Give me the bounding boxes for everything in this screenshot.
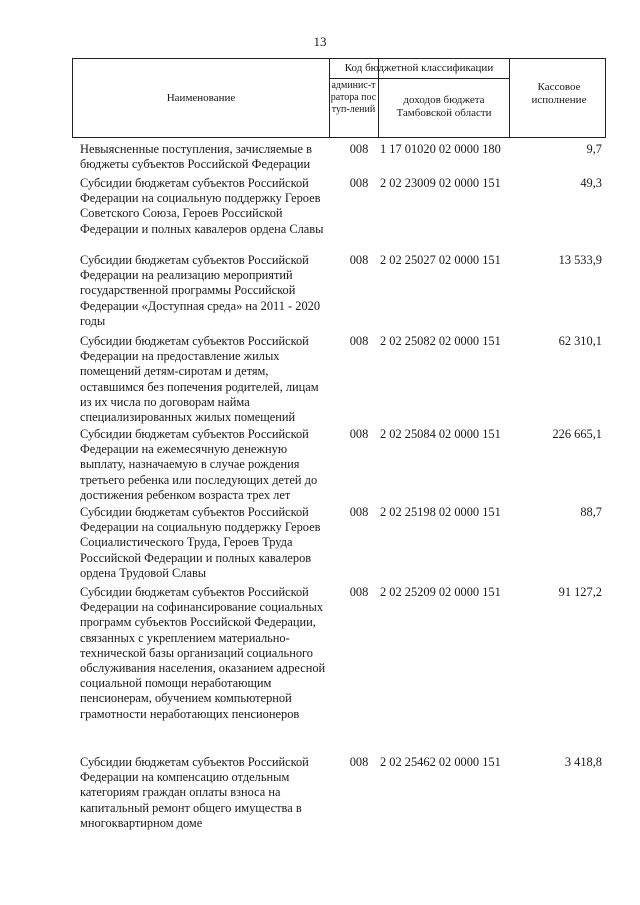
row-admin-code: 008 xyxy=(349,427,369,441)
row-admin-code: 008 xyxy=(349,176,369,190)
row-amount: 91 127,2 xyxy=(558,585,602,599)
row-amount: 13 533,9 xyxy=(558,253,602,267)
header-admin: админис-тратора поступ-лений xyxy=(330,80,377,115)
row-income-code: 2 02 25084 02 0000 151 xyxy=(380,427,501,441)
header-code-group: Код бюджетной классификации xyxy=(344,62,494,74)
row-amount: 226 665,1 xyxy=(552,427,602,441)
row-amount: 88,7 xyxy=(580,505,602,519)
row-income-code: 2 02 25462 02 0000 151 xyxy=(380,755,501,769)
row-amount: 49,3 xyxy=(580,176,602,190)
header-income: доходов бюджета Тамбовской области xyxy=(396,94,492,119)
row-name: Субсидии бюджетам субъектов Российской Федерации на софинансирование социальных программ субъектов Российской Федерации, связанных с укреплением материально-технической базы организаций социального обслуживания населения, оказанием адресной социальной помощи неработающим пенсионерам, обучением компьютерной грамотности неработающих пенсионеров xyxy=(80,585,326,721)
row-name: Субсидии бюджетам субъектов Российской Федерации на реализацию мероприятий государственной программы Российской Федерации «Доступная среда» на 2011 - 2020 годы xyxy=(80,253,321,328)
row-name: Субсидии бюджетам субъектов Российской Федерации на предоставление жилых помещений детям-сиротам и детям, оставшимся без попечения родителей, лицам из их числа по договорам найма специализированных жилых помещений xyxy=(80,334,319,425)
row-admin-code: 008 xyxy=(349,142,369,156)
row-admin-code: 008 xyxy=(349,334,369,348)
row-admin-code: 008 xyxy=(349,585,369,599)
row-income-code: 2 02 23009 02 0000 151 xyxy=(380,176,501,190)
row-amount: 3 418,8 xyxy=(564,755,602,769)
row-admin-code: 008 xyxy=(349,505,369,519)
header-name: Наименование xyxy=(166,92,236,104)
row-admin-code: 008 xyxy=(349,253,369,267)
row-income-code: 2 02 25082 02 0000 151 xyxy=(380,334,501,348)
row-income-code: 2 02 25209 02 0000 151 xyxy=(380,585,501,599)
row-admin-code: 008 xyxy=(349,755,369,769)
row-name: Субсидии бюджетам субъектов Российской Федерации на социальную поддержку Героев Социалистического Труда, Героев Труда Российской Федерации и полных кавалеров ордена Трудовой Славы xyxy=(80,505,321,580)
row-income-code: 1 17 01020 02 0000 180 xyxy=(380,142,501,156)
row-amount: 62 310,1 xyxy=(558,334,602,348)
row-name: Субсидии бюджетам субъектов Российской Федерации на ежемесячную денежную выплату, назначаемую в случае рождения третьего ребенка или последующих детей до достижения ребенком возраста трех лет xyxy=(80,427,318,502)
row-income-code: 2 02 25198 02 0000 151 xyxy=(380,505,501,519)
row-income-code: 2 02 25027 02 0000 151 xyxy=(380,253,501,267)
header-amount: Кассовое исполнение xyxy=(531,81,587,106)
row-name: Невыясненные поступления, зачисляемые в бюджеты субъектов Российской Федерации xyxy=(80,142,312,172)
row-amount: 9,7 xyxy=(586,142,602,156)
table-header xyxy=(72,58,606,138)
page-number: 13 xyxy=(313,34,327,49)
row-name: Субсидии бюджетам субъектов Российской Федерации на социальную поддержку Героев Советского Союза, Героев Российской Федерации и полных кавалеров ордена Славы xyxy=(80,176,324,236)
row-name: Субсидии бюджетам субъектов Российской Федерации на компенсацию отдельным категориям граждан оплаты взноса на капитальный ремонт общего имущества в многоквартирном доме xyxy=(80,755,309,830)
